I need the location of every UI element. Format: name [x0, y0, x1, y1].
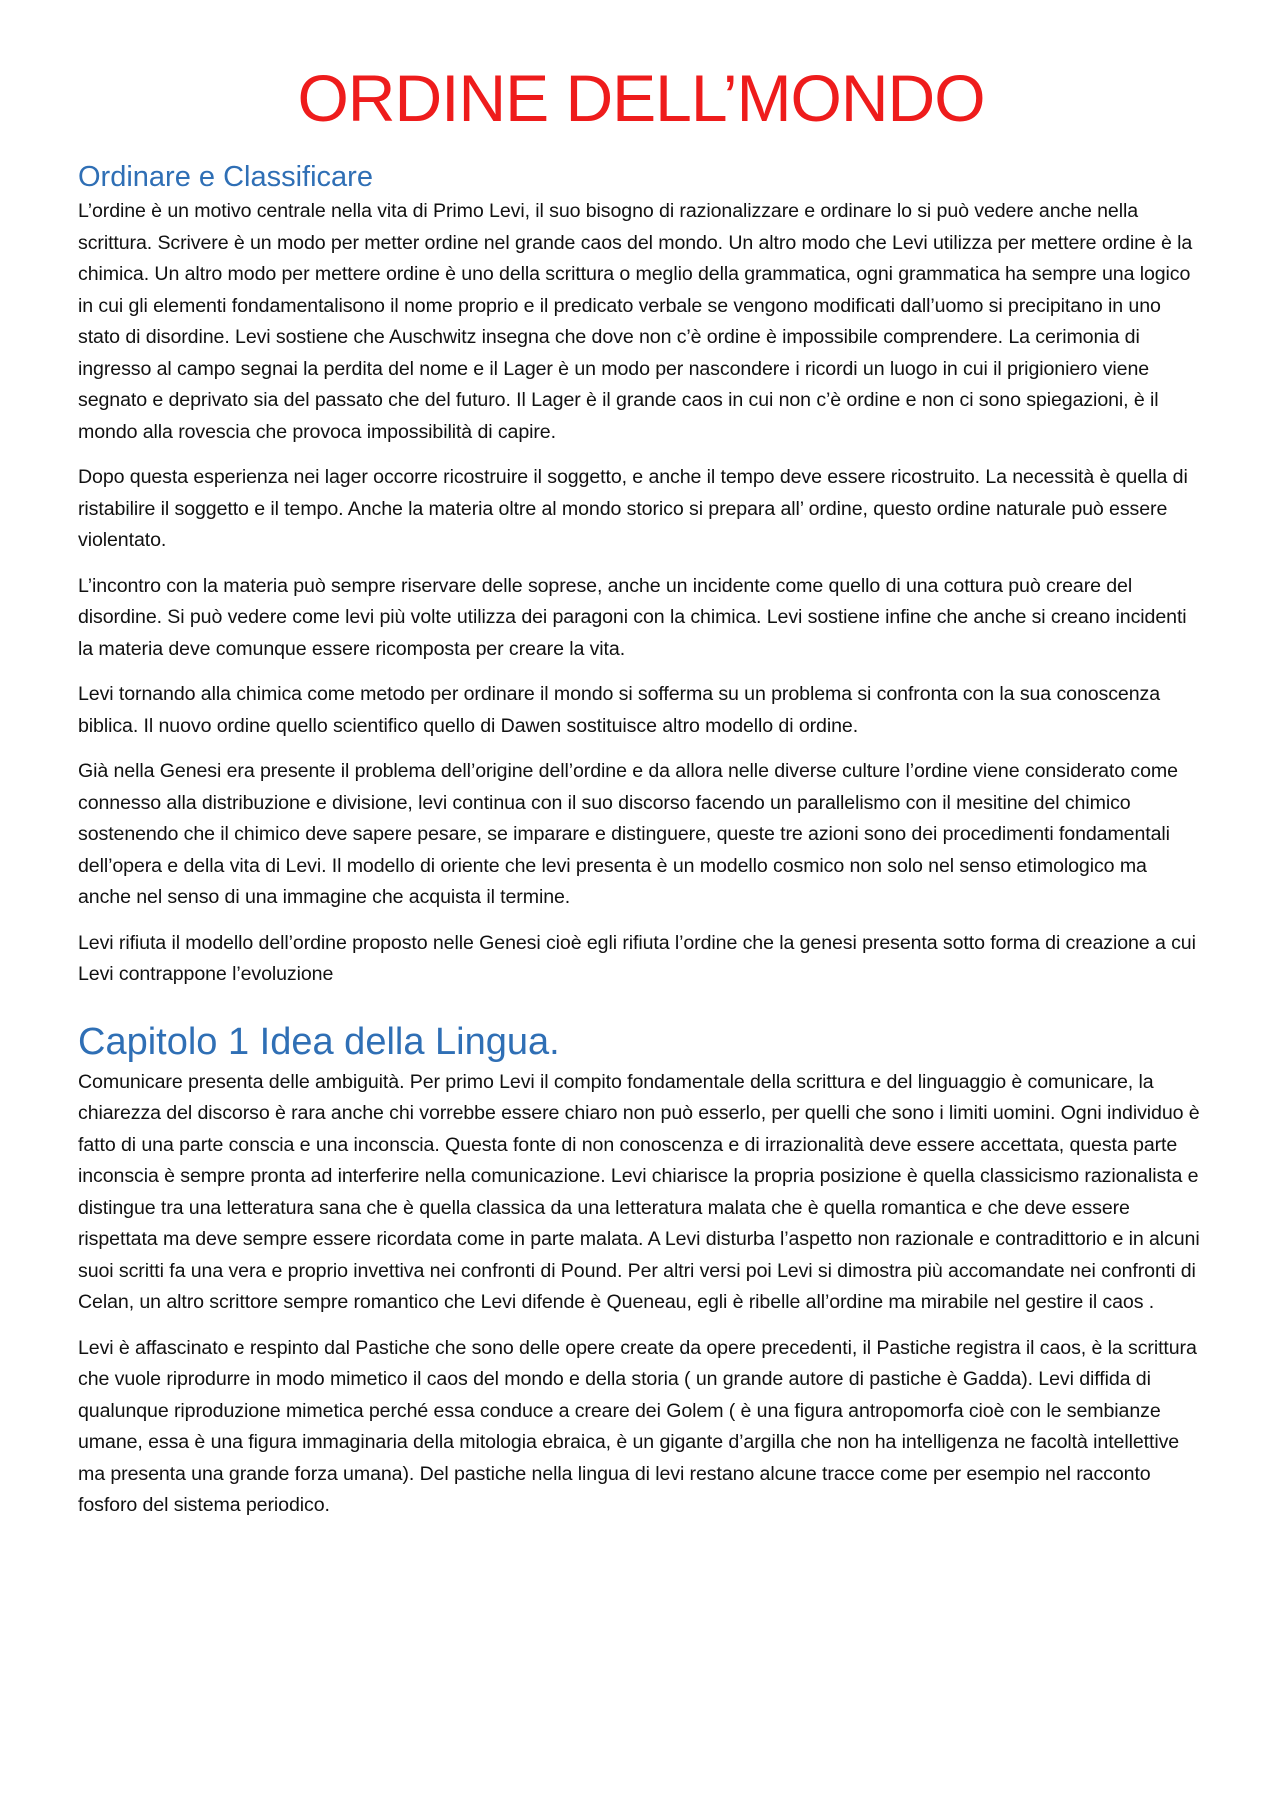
paragraph: Comunicare presenta delle ambiguità. Per primo Levi il compito fondamentale della scrittura e del linguaggio è comunicare, la chiarezza del discorso è rara anche chi vorrebbe essere chiaro non può esserlo, per quelli che sono i limiti uomini. Ogni individuo è fatto di una parte conscia e una inconscia. Questa fonte di non conoscenza e di irrazionalità deve essere accettata, questa parte inconscia è sempre pronta ad interferire nella comunicazione. Levi chiarisce la propria posizione è quella classicismo razionalista e distingue tra una letteratura sana che è quella classica da una letteratura malata che è quella romantica e che deve essere rispettata ma deve sempre essere ricordata come in parte malata. A Levi disturba l’aspetto non razionale e contradittorio e in alcuni suoi scritti fa una vera e proprio invettiva nei confronti di Pound. Per altri versi poi Levi si dimostra più accomandate nei confronti di Celan, un altro scrittore sempre romantico che Levi difende è Queneau, egli è ribelle all’ordine ma mirabile nel gestire il caos .: [78, 1070, 1200, 1313]
section-heading-capitolo-1: Capitolo 1 Idea della Lingua.: [78, 1020, 560, 1063]
paragraph: L’incontro con la materia può sempre riservare delle sopresе, anche un incidente come quello di una cottura può creare del disordine. Si può vedere come levi più volte utilizza dei paragoni con la chimica. Levi sostiene infine che anche si creano incidenti la materia deve comunque essere ricomposta per creare la vita.: [78, 574, 1187, 660]
section-heading-ordinare: Ordinare e Classificare: [78, 161, 373, 193]
paragraph: Levi è affascinato e respinto dal Pastiche che sono delle opere create da opere precedenti, il Pastiche registra il caos, è la scrittura che vuole riprodurre in modo mimetico il caos del mondo e della storia ( un grande autore di pastiche è Gadda). Levi diffida di qualunque riproduzione mimetica perché essa conduce a creare dei Golem ( è una figura antropomorfa cioè con le sembianze umane, essa è una figura immaginaria della mitologia ebraica, è un gigante d’argilla che non ha intelligenza ne facoltà intellettive ma presenta una grande forza umana). Del pastiche nella lingua di levi restano alcune tracce come per esempio nel racconto fosforo del sistema periodico.: [78, 1336, 1197, 1516]
paragraph: L’ordine è un motivo centrale nella vita di Primo Levi, il suo bisogno di razionalizzare e ordinare lo si può vedere anche nella scrittura. Scrivere è un modo per metter ordine nel grande caos del mondo. Un altro modo che Levi utilizza per mettere ordine è la chimica. Un altro modo per mettere ordine è uno della scrittura o meglio della grammatica, ogni grammatica ha sempre una logico in cui gli elementi fondamentalisono il nome proprio e il predicato verbale se vengono modificati dall’uomo si precipitano in uno stato di disordine. Levi sostiene che Auschwitz insegna che dove non c’è ordine è impossibile comprendere. La cerimonia di ingresso al campo segnai la perdita del nome e il Lager è un modo per nascondere i ricordi un luogo in cui il prigioniero viene segnato e deprivato sia del passato che del futuro. Il Lager è il grande caos in cui non c’è ordine e non ci sono spiegazioni, è il mondo alla rovescia che provoca impossibilità di capire.: [78, 200, 1193, 443]
document-title: ORDINE DELL’MONDO: [297, 61, 985, 135]
paragraph: Levi rifiuta il modello dell’ordine proposto nelle Genesi cioè egli rifiuta l’ordine che la genesi presenta sotto forma di creazione a cui Levi contrappone l’evoluzione: [78, 931, 1196, 985]
paragraph: Già nella Genesi era presente il problema dell’origine dell’ordine e da allora nelle diverse culture l’ordine viene considerato come connesso alla distribuzione e divisione, levi continua con il suo discorso facendo un parallelismo con il mesitine del chimico sostenendo che il chimico deve sapere pesare, se imparare e distinguere, queste tre azioni sono dei procedimenti fondamentali dell’opera e della vita di Levi. Il modello di oriente che levi presenta è un modello cosmico non solo nel senso etimologico ma anche nel senso di una immagine che acquista il termine.: [78, 760, 1178, 908]
paragraph: Levi tornando alla chimica come metodo per ordinare il mondo si sofferma su un problema si confronta con la sua conoscenza biblica. Il nuovo ordine quello scientifico quello di Dawen sostituisce altro modello di ordine.: [78, 683, 1161, 737]
paragraph: Dopo questa esperienza nei lager occorre ricostruire il soggetto, e anche il tempo deve essere ricostruito. La necessità è quella di ristabilire il soggetto e il tempo. Anche la materia oltre al mondo storico si prepara all’ ordine, questo ordine naturale può essere violentato.: [78, 466, 1188, 551]
